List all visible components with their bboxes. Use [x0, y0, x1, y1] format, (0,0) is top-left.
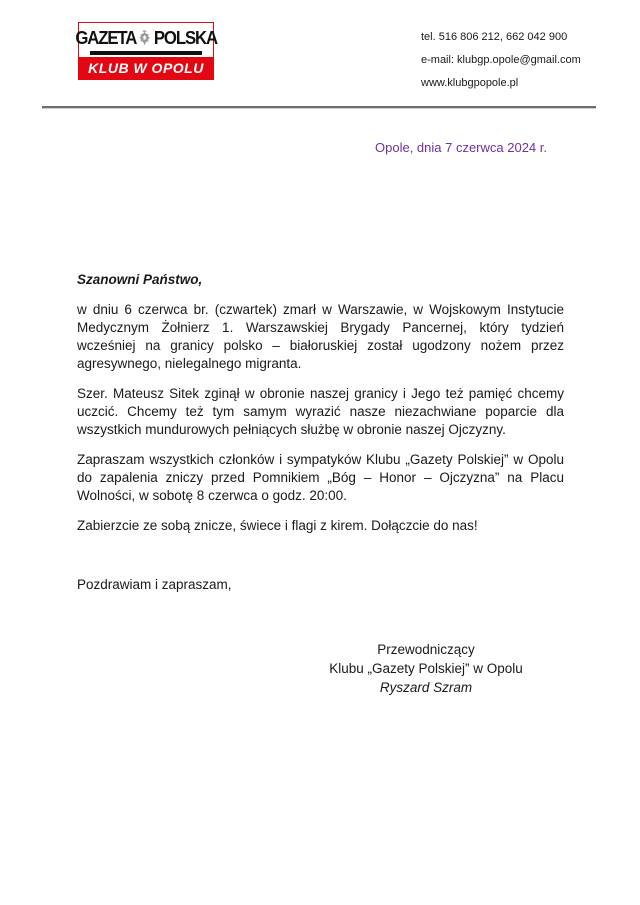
- date-line: Opole, dnia 7 czerwca 2024 r.: [375, 140, 547, 155]
- signature-name: Ryszard Szram: [379, 680, 473, 695]
- contact-tel: tel. 516 806 212, 662 042 900: [421, 31, 568, 43]
- logo-title-right: POLSKA: [153, 28, 217, 48]
- contact-www: www.klubgpopole.pl: [421, 77, 519, 89]
- closing-line: Pozdrawiam i zapraszam,: [77, 577, 232, 592]
- paragraph-3: Zapraszam wszystkich członków i sympatyków Klubu „Gazety Polskiej” w Opolu do zapalenia zniczy przed Pomnikiem „Bóg – Honor – Ojczyzna” na Placu Wolności, w sobotę 8 czerwca o godz. 20:00.: [77, 452, 564, 503]
- contact-email: e-mail: klubgp.opole@gmail.com: [421, 54, 581, 66]
- logo-banner: KLUB W OPOLU: [79, 57, 213, 79]
- paragraph-2: Szer. Mateusz Sitek zginął w obronie naszej granicy i Jego też pamięć chcemy uczcić. Chcemy też tym samym wyrazić nasze niezachwiane poparcie dla wszystkich mundurowych pełniących służbę w obronie naszej Ojczyzny.: [77, 386, 564, 437]
- logo-strip: [90, 51, 202, 55]
- contact-block: [421, 26, 581, 95]
- paragraph-4: Zabierzcie ze sobą znicze, świece i flagi z kirem. Dołączcie do nas!: [77, 518, 478, 533]
- letter-body: [77, 271, 564, 594]
- header-divider: [42, 106, 596, 108]
- gazeta-polska-logo: [75, 22, 217, 80]
- signature-club: Klubu „Gazety Polskiej” w Opolu: [329, 661, 523, 676]
- logo-title-left: GAZETA: [75, 28, 137, 48]
- signature-block: [312, 640, 540, 697]
- salutation: Szanowni Państwo,: [77, 272, 203, 287]
- logo-title: [75, 26, 217, 50]
- logo-masthead: [75, 23, 217, 57]
- eagle-icon: [138, 29, 152, 47]
- signature-title: Przewodniczący: [377, 642, 475, 657]
- paragraph-1: w dniu 6 czerwca br. (czwartek) zmarł w Warszawie, w Wojskowym Instytucie Medycznym Żołnierz 1. Warszawskiej Brygady Pancernej, który tydzień wcześniej na granicy polsko – białoruskiej został ugodzony nożem przez agresywnego, nielegalnego migranta.: [77, 302, 564, 371]
